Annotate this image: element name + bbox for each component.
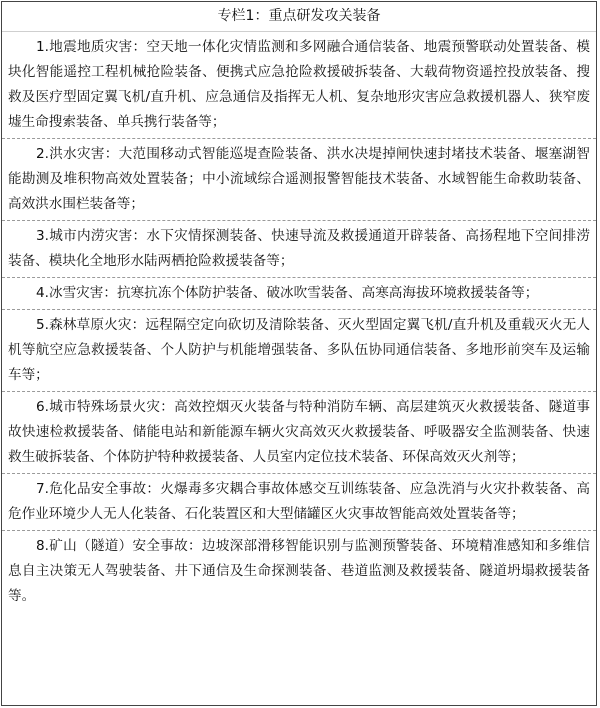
list-item-2 xyxy=(2,139,596,221)
item-text: 1.地震地质灾害：空天地一体化灾情监测和多网融合通信装备、地震预警联动处置装备、模块化智能遥控工程机械抢险装备、便携式应急抢险救援破拆装备、大载荷物资遥控投放装备、搜救及医疗型固定翼飞机/直升机、应急通信及指挥无人机、复杂地形灾害应急救援机器人、狭窄废墟生命搜索装备、单兵携行装备等； xyxy=(8,39,590,130)
list-item-6 xyxy=(2,392,596,474)
item-text: 3.城市内涝灾害：水下灾情探测装备、快速导流及救援通道开辟装备、高扬程地下空间排涝装备、模块化全地形水陆两栖抢险救援装备等； xyxy=(8,228,590,269)
list-item-4 xyxy=(2,278,596,310)
document-table xyxy=(1,1,597,706)
item-text: 5.森林草原火灾：远程隔空定向砍切及清除装备、灭火型固定翼飞机/直升机及重载灭火无人机等航空应急救援装备、个人防护与机能增强装备、多队伍协同通信装备、多地形前突车及运输车等； xyxy=(8,317,590,383)
list-item-8 xyxy=(2,531,596,612)
item-text: 4.冰雪灾害：抗寒抗冻个体防护装备、破冰吹雪装备、高寒高海拔环境救援装备等； xyxy=(36,285,539,301)
item-text: 8.矿山（隧道）安全事故：边坡深部滑移智能识别与监测预警装备、环境精准感知和多维信息自主决策无人驾驶装备、井下通信及生命探测装备、巷道监测及救援装备、隧道坍塌救援装备等。 xyxy=(8,538,590,604)
list-item-3 xyxy=(2,221,596,278)
item-text: 2.洪水灾害：大范围移动式智能巡堤查险装备、洪水决堤掉闸快速封堵技术装备、堰塞湖智能勘测及堆积物高效处置装备；中小流域综合遥测报警智能技术装备、水域智能生命救助装备、高效洪水围栏装备等； xyxy=(8,146,590,212)
list-item-5 xyxy=(2,310,596,392)
item-text: 6.城市特殊场景火灾：高效控烟灭火装备与特种消防车辆、高层建筑灭火救援装备、隧道事故快速检救援装备、储能电站和新能源车辆火灾高效灭火救援装备、呼吸器安全监测装备、快速救生破拆装备、个体防护特种救援装备、人员室内定位技术装备、环保高效灭火剂等； xyxy=(8,399,590,465)
table-title: 专栏1：重点研发攻关装备 xyxy=(2,2,596,32)
list-item-1 xyxy=(2,32,596,139)
list-item-7 xyxy=(2,474,596,531)
item-text: 7.危化品安全事故：火爆毒多灾耦合事故体感交互训练装备、应急洗消与火灾扑救装备、高危作业环境少人无人化装备、石化装置区和大型储罐区火灾事故智能高效处置装备等； xyxy=(8,481,590,522)
